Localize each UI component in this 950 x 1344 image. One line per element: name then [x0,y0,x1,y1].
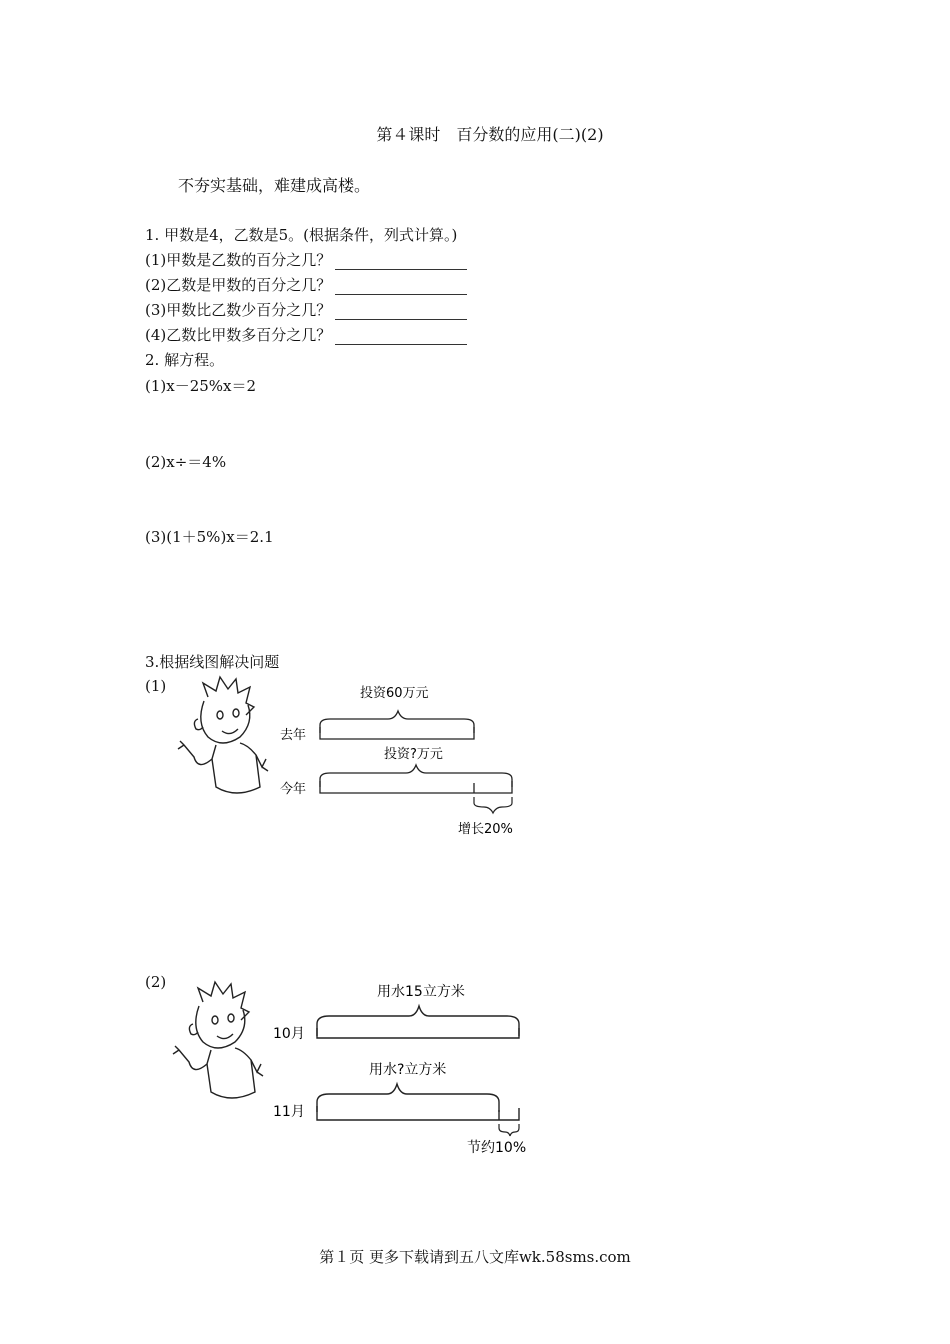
page-footer: 第１页 更多下载请到五八文库wk.58sms.com [319,1248,631,1266]
answer-blank-2[interactable] [335,280,467,295]
d1-top-brace [320,711,474,733]
d1-bar-last-year [320,727,474,739]
d2-row1-label: 10月 [273,1026,305,1042]
page-title: 第４课时 百分数的应用(二)(2) [376,125,604,144]
q3-part1-label: (1) [145,677,167,695]
d2-bar-october [317,1028,519,1038]
d2-mid-brace [317,1084,499,1112]
q1-stem: 1. 甲数是4，乙数是5。(根据条件，列式计算。) [145,226,458,244]
d1-top-text: 投资60万元 [360,686,429,701]
q1-item-4 [145,324,467,345]
d1-bottom-brace [474,797,512,813]
q1-item-1 [145,249,467,270]
d1-row1-label: 去年 [280,728,307,743]
q3-stem: 3.根据线图解决问题 [145,653,280,671]
d2-bar-november [317,1106,519,1120]
q3-part2-label: (2) [145,973,167,991]
d2-mid-text: 用水?立方米 [369,1062,447,1078]
q1-item-3-text: (3)甲数比乙数少百分之几？ [145,301,332,319]
q1-item-1-text: (1)甲数是乙数的百分之几？ [145,251,332,269]
d1-bar-this-year [320,781,512,793]
answer-blank-1[interactable] [335,255,467,270]
answer-blank-3[interactable] [335,305,467,320]
d2-top-text: 用水15立方米 [377,984,465,1000]
boy-illustration-1 [178,677,268,793]
d1-row2-label: 今年 [280,782,307,797]
answer-blank-4[interactable] [335,330,467,345]
d2-bottom-brace [499,1124,519,1136]
q2-stem: 2. 解方程。 [145,351,225,369]
d1-bottom-text: 增长20% [458,822,513,837]
d2-top-brace [317,1006,519,1036]
q1-item-2-text: (2)乙数是甲数的百分之几？ [145,276,332,294]
d2-row2-label: 11月 [273,1104,305,1120]
boy-illustration-2 [173,982,263,1098]
motto: 不夯实基础，难建成高楼。 [178,176,371,195]
line-diagram-1 [170,675,540,845]
d2-bottom-text: 节约10% [467,1140,527,1156]
q1-item-4-text: (4)乙数比甲数多百分之几？ [145,326,332,344]
d1-mid-brace [320,765,512,787]
q2-item-1: (1)x－25%x＝2 [145,377,257,395]
d1-mid-text: 投资?万元 [384,747,443,762]
q1-item-2 [145,274,467,295]
q1-item-3 [145,299,467,320]
q2-item-3: (3)(1＋5%)x＝2.1 [145,528,274,546]
line-diagram-2 [165,980,545,1160]
q2-item-2: (2)x÷＝4% [145,453,227,471]
